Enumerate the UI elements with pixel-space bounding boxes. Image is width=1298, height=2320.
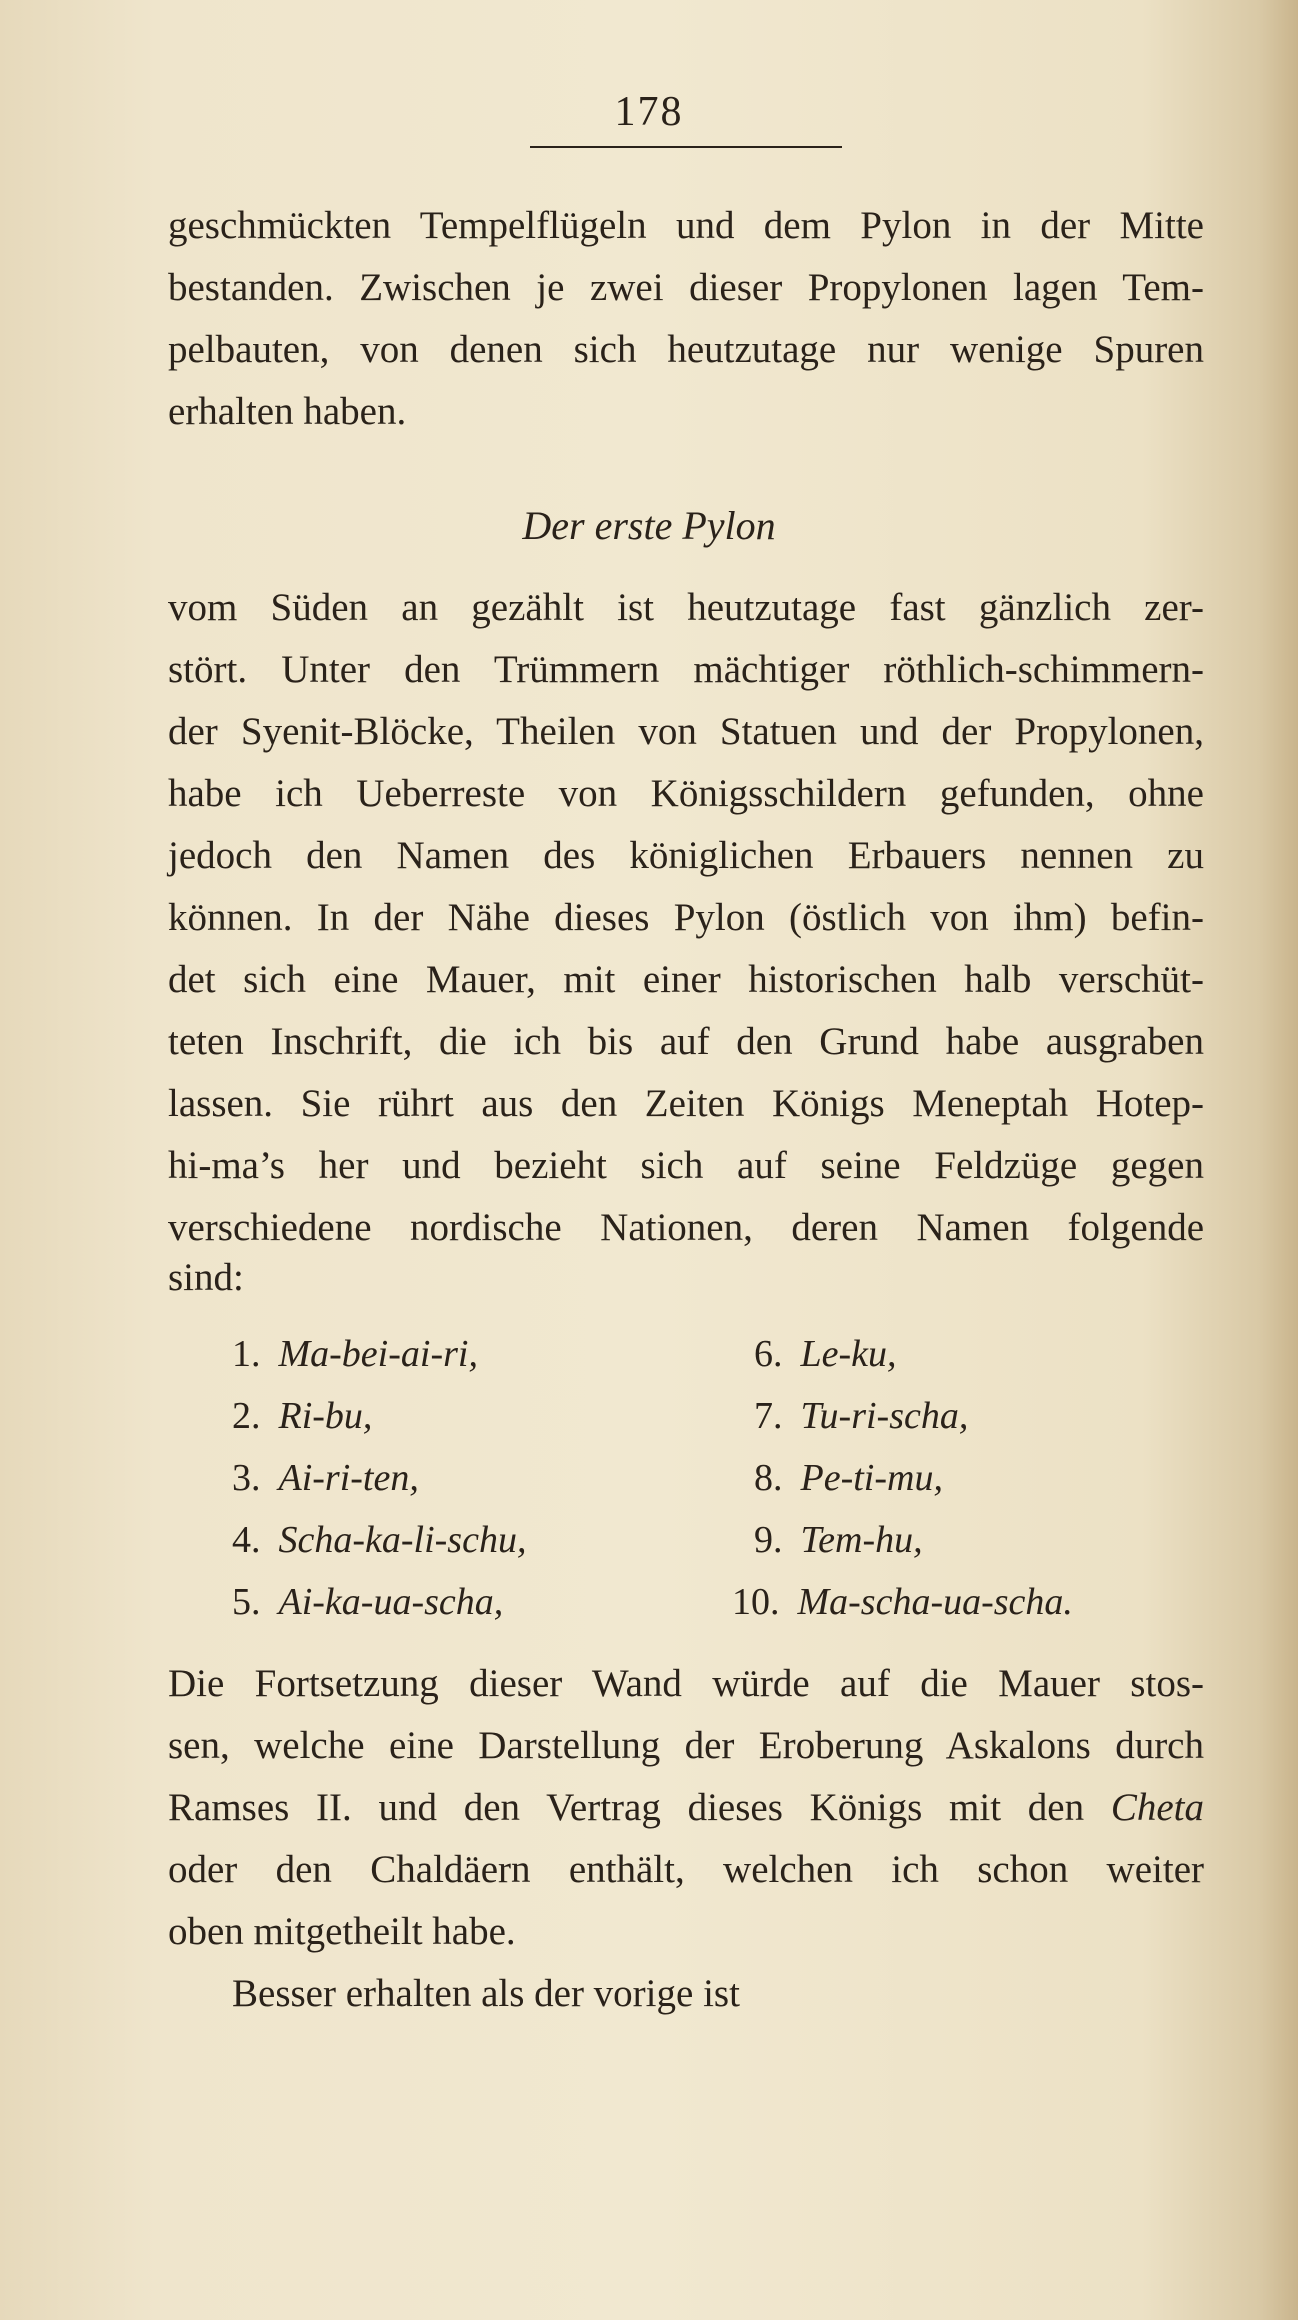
- list-item: [754, 1518, 923, 1562]
- page-number: 178: [614, 89, 684, 135]
- text-line: Besser erhalten als der vorige ist: [232, 1972, 740, 2015]
- text-line: stört. Unter den Trümmern mächtiger röthlich-schimmern-: [168, 648, 1204, 691]
- text-line: sen, welche eine Darstellung der Eroberung Askalons durch: [168, 1724, 1204, 1767]
- list-item: [232, 1394, 372, 1438]
- nation-name: Ai-ri-ten,: [278, 1457, 419, 1499]
- text-line: oder den Chaldäern enthält, welchen ich schon weiter: [168, 1848, 1204, 1891]
- text-line: Die Fortsetzung dieser Wand würde auf die Mauer stos-: [168, 1662, 1204, 1705]
- header-rule: [530, 146, 842, 148]
- list-number: 4.: [232, 1519, 261, 1561]
- nation-name: Pe-ti-mu,: [800, 1457, 943, 1499]
- list-item: [232, 1580, 503, 1624]
- list-item: [232, 1332, 478, 1376]
- text-line: bestanden. Zwischen je zwei dieser Propylonen lagen Tem-: [168, 266, 1204, 309]
- text-line: oben mitgetheilt habe.: [168, 1910, 516, 1953]
- nation-name: Scha-ka-li-schu,: [278, 1519, 527, 1561]
- text-line: teten Inschrift, die ich bis auf den Grund habe ausgraben: [168, 1020, 1204, 1063]
- list-item: [754, 1456, 943, 1500]
- nation-name: Tem-hu,: [800, 1519, 923, 1561]
- nation-name: Ri-bu,: [278, 1395, 373, 1437]
- text-line: erhalten haben.: [168, 390, 407, 433]
- text-line: pelbauten, von denen sich heutzutage nur wenige Spuren: [168, 328, 1204, 371]
- list-number: 1.: [232, 1333, 261, 1375]
- text-line: jedoch den Namen des königlichen Erbauers nennen zu: [168, 834, 1204, 877]
- text-line: geschmückten Tempelflügeln und dem Pylon in der Mitte: [168, 204, 1204, 247]
- text-line: habe ich Ueberreste von Königsschildern gefunden, ohne: [168, 772, 1204, 815]
- list-item: [754, 1394, 968, 1438]
- list-item: [754, 1332, 897, 1376]
- text-line: lassen. Sie rührt aus den Zeiten Königs Meneptah Hotep-: [168, 1082, 1204, 1125]
- text-segment: Ramses II. und den Vertrag dieses Königs mit den: [168, 1786, 1085, 1829]
- list-number: 9.: [754, 1519, 783, 1561]
- list-number: 10.: [732, 1581, 780, 1623]
- list-number: 3.: [232, 1457, 261, 1499]
- text-line: verschiedene nordische Nationen, deren Namen folgende: [168, 1206, 1204, 1249]
- list-item: [232, 1518, 526, 1562]
- nation-name: Tu-ri-scha,: [800, 1395, 969, 1437]
- list-number: 6.: [754, 1333, 783, 1375]
- text-line: [168, 1788, 1204, 1827]
- text-line: det sich eine Mauer, mit einer historischen halb verschüt-: [168, 958, 1204, 1001]
- text-line: sind:: [168, 1256, 244, 1299]
- text-line: der Syenit-Blöcke, Theilen von Statuen und der Propylonen,: [168, 710, 1204, 753]
- list-item: [732, 1580, 1073, 1624]
- list-item: [232, 1456, 419, 1500]
- italic-word: Cheta: [1110, 1786, 1204, 1829]
- list-number: 2.: [232, 1395, 261, 1437]
- nation-name: Ma-scha-ua-scha.: [797, 1581, 1073, 1623]
- section-heading: Der erste Pylon: [522, 503, 776, 548]
- list-number: 7.: [754, 1395, 783, 1437]
- list-number: 8.: [754, 1457, 783, 1499]
- list-number: 5.: [232, 1581, 261, 1623]
- text-line: können. In der Nähe dieses Pylon (östlich von ihm) befin-: [168, 896, 1204, 939]
- nation-name: Ai-ka-ua-scha,: [278, 1581, 504, 1623]
- nation-name: Ma-bei-ai-ri,: [278, 1333, 478, 1375]
- text-line: hi-ma’s her und bezieht sich auf seine Feldzüge gegen: [168, 1144, 1204, 1187]
- nation-name: Le-ku,: [800, 1333, 897, 1375]
- text-line: vom Süden an gezählt ist heutzutage fast gänzlich zer-: [168, 586, 1204, 629]
